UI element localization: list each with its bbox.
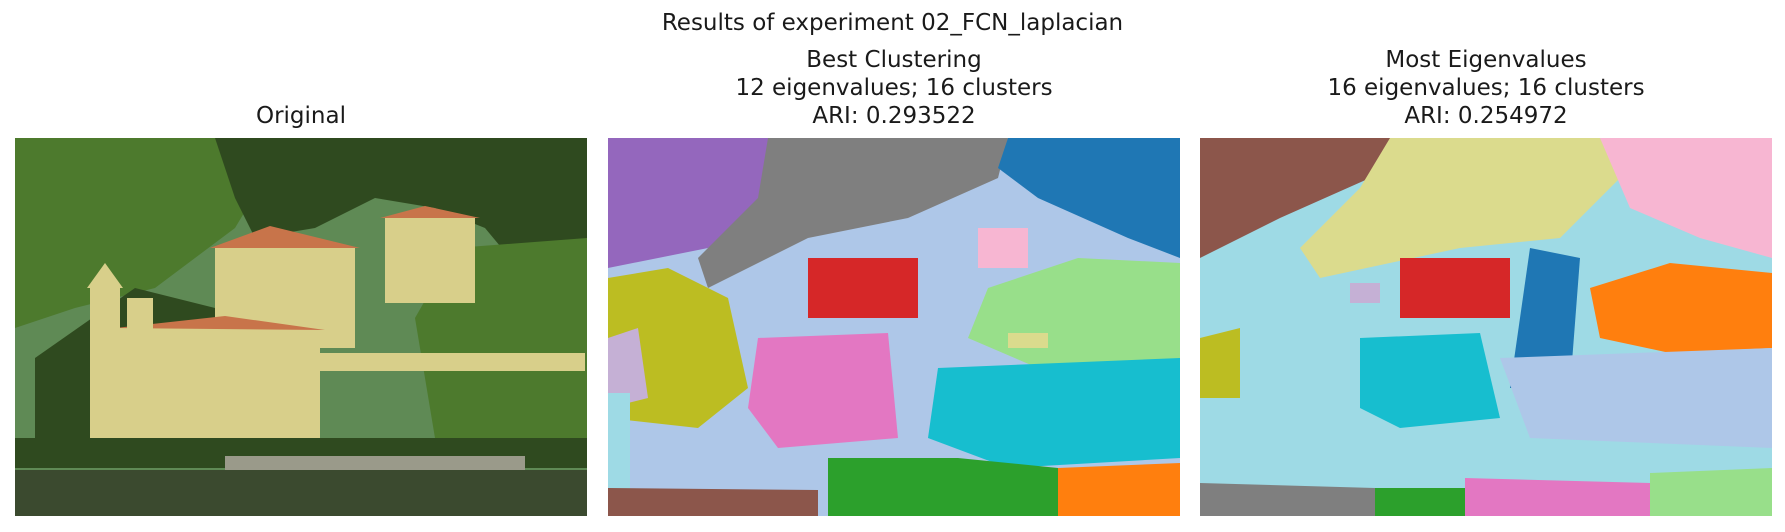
- best-title-line-2: 12 eigenvalues; 16 clusters: [735, 75, 1053, 101]
- original-panel-title: [15, 102, 587, 130]
- cluster-lightblue-region: [1500, 348, 1772, 448]
- best-clustering-svg: [608, 138, 1180, 516]
- cluster-brown-region: [608, 488, 818, 516]
- original-title-line-1: Original: [255, 103, 346, 129]
- original-image: [15, 138, 587, 516]
- terrace-balustrade: [295, 353, 585, 371]
- original-photo-svg: [15, 138, 587, 516]
- cluster-green-region: [1375, 488, 1465, 516]
- best-title-line-3: ARI: 0.293522: [812, 103, 976, 129]
- lake-water: [15, 470, 587, 516]
- villa-tower: [385, 218, 475, 303]
- best-clustering-image: [608, 138, 1180, 516]
- left-turret: [90, 288, 120, 458]
- cluster-olive-region: [1200, 328, 1240, 398]
- cluster-lavender-patch: [1350, 283, 1380, 303]
- second-turret: [127, 298, 153, 358]
- cluster-cyan-region: [1360, 333, 1500, 428]
- cluster-gray-region: [1200, 483, 1375, 516]
- cluster-cyan-region: [928, 358, 1180, 468]
- cluster-pink-region: [748, 333, 898, 448]
- cluster-green-region: [828, 458, 1058, 516]
- cluster-lightpink-region: [978, 228, 1028, 268]
- most-title-line-2: 16 eigenvalues; 16 clusters: [1327, 75, 1645, 101]
- cluster-red-villa: [1400, 258, 1510, 318]
- most-title-line-1: Most Eigenvalues: [1385, 47, 1587, 73]
- figure-title: Results of experiment 02_FCN_laplacian: [661, 10, 1124, 36]
- most-eigenvalues-panel-title: [1200, 46, 1772, 130]
- most-eigenvalues-image: [1200, 138, 1772, 516]
- cluster-lightcyan-left: [608, 393, 630, 493]
- cluster-pink-region: [1465, 478, 1650, 516]
- cluster-khaki-patch: [1008, 333, 1048, 348]
- cluster-lightgreen-region: [1650, 468, 1772, 516]
- most-eigenvalues-svg: [1200, 138, 1772, 516]
- cluster-orange-region: [1058, 463, 1180, 516]
- best-clustering-panel-title: [608, 46, 1180, 130]
- best-title-line-1: Best Clustering: [806, 47, 982, 73]
- cluster-red-villa: [808, 258, 918, 318]
- most-title-line-3: ARI: 0.254972: [1404, 103, 1568, 129]
